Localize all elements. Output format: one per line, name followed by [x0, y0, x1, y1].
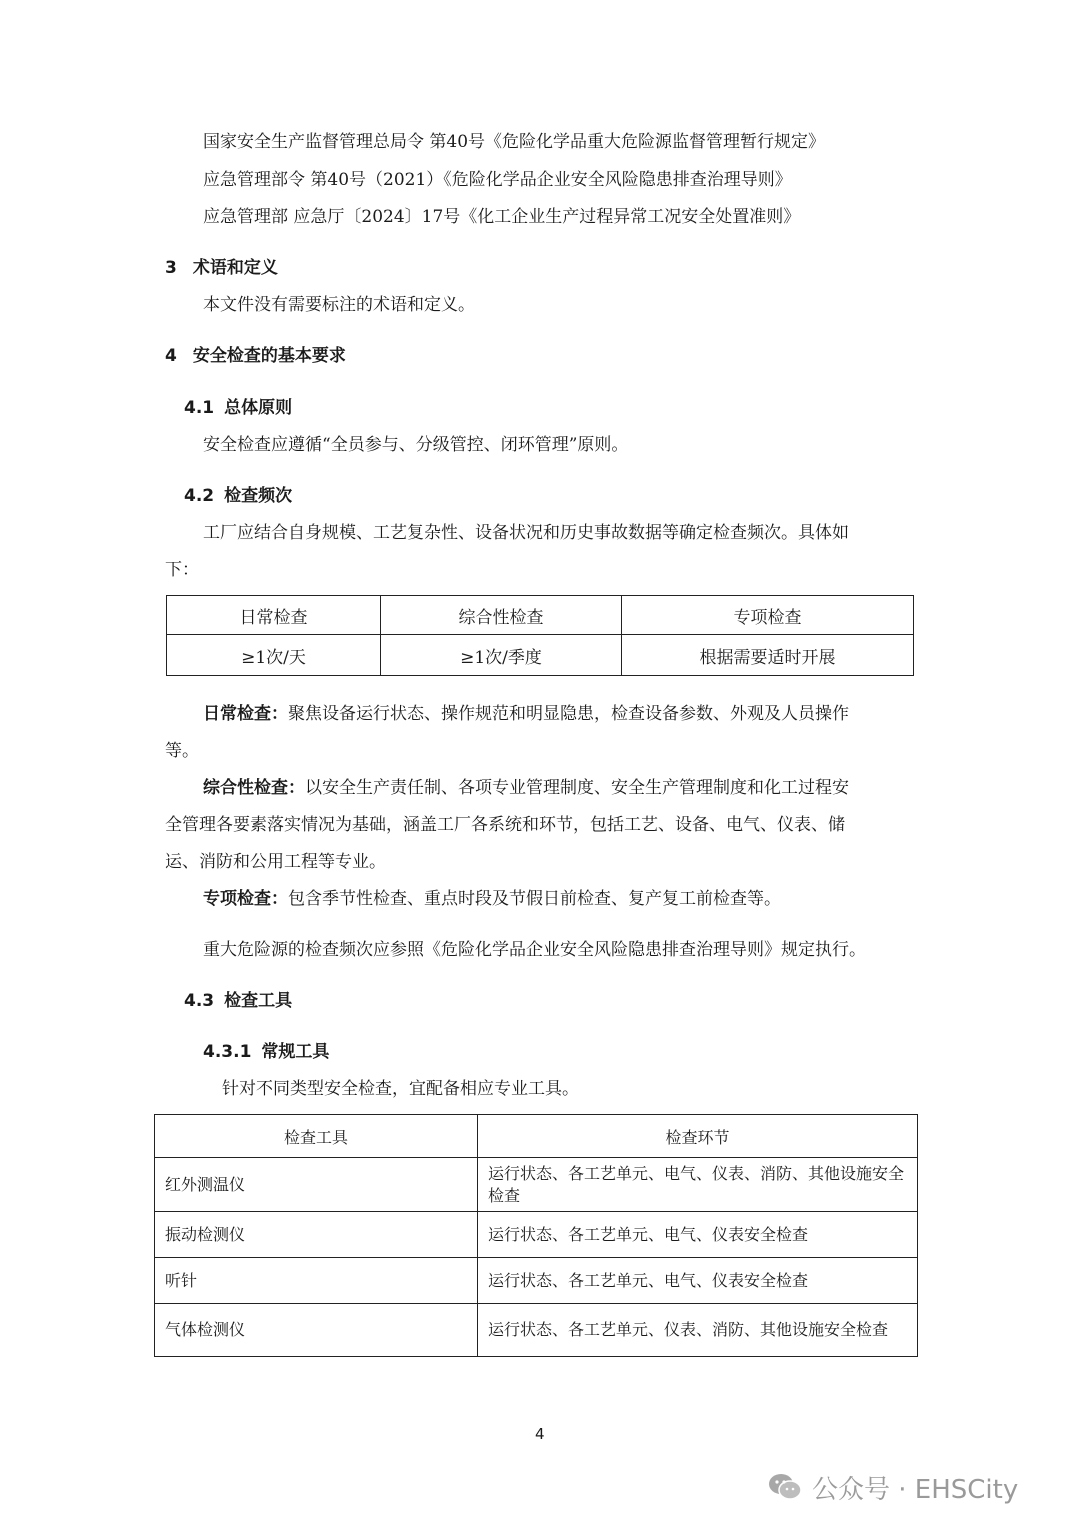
table-cell: 红外测温仪 [155, 1158, 478, 1212]
major-hazard-note: 重大危险源的检查频次应参照《危险化学品企业安全风险隐患排查治理导则》规定执行。 [203, 940, 866, 960]
section-number: 4.3.1 [203, 1042, 252, 1062]
special-inspection-line-1 [203, 891, 781, 908]
section-3-body: 本文件没有需要标注的术语和定义。 [203, 295, 475, 315]
section-title: 术语和定义 [192, 258, 278, 278]
reference-line-1: 国家安全生产监督管理总局令 第40号《危险化学品重大危险源监督管理暂行规定》 [203, 132, 826, 152]
daily-inspection-line-1 [203, 706, 849, 723]
table-cell: 气体检测仪 [155, 1304, 478, 1357]
reference-line-3: 应急管理部 应急厅〔2024〕17号《化工企业生产过程异常工况安全处置准则》 [203, 207, 801, 227]
page-number: 4 [535, 1425, 545, 1443]
term-label: 综合性检查： [203, 778, 305, 798]
section-4-3-1-body: 针对不同类型安全检查，宜配备相应专业工具。 [222, 1079, 579, 1099]
table-cell: 运行状态、各工艺单元、电气、仪表安全检查 [478, 1212, 918, 1258]
section-title: 检查工具 [224, 991, 293, 1011]
inspection-frequency-table [166, 595, 914, 676]
term-text: 以安全生产责任制、各项专业管理制度、安全生产管理制度和化工过程安 [305, 778, 849, 798]
table-cell: 运行状态、各工艺单元、电气、仪表、消防、其他设施安全检查 [478, 1158, 918, 1212]
section-4-1-heading [184, 400, 292, 417]
section-4-2-body-line-1: 工厂应结合自身规模、工艺复杂性、设备状况和历史事故数据等确定检查频次。具体如 [203, 523, 849, 543]
section-number: 4.3 [184, 991, 215, 1011]
inspection-tools-table [154, 1114, 918, 1357]
section-number: 4.2 [184, 486, 215, 506]
table-row [155, 1158, 918, 1212]
table-row [155, 1304, 918, 1357]
table-header-row [155, 1115, 918, 1158]
table-row [155, 1258, 918, 1304]
section-4-2-body-line-2: 下： [165, 560, 199, 580]
term-label: 日常检查： [203, 704, 288, 724]
table-cell: 根据需要适时开展 [622, 635, 914, 676]
term-label: 专项检查： [203, 889, 288, 909]
table-cell: 运行状态、各工艺单元、仪表、消防、其他设施安全检查 [478, 1304, 918, 1357]
comprehensive-inspection-line-2: 全管理各要素落实情况为基础，涵盖工厂各系统和环节，包括工艺、设备、电气、仪表、储 [165, 815, 845, 835]
watermark-text: 公众号 · EHSCity [812, 1474, 1019, 1505]
section-4-3-1-heading [203, 1044, 329, 1061]
section-title: 常规工具 [261, 1042, 330, 1062]
section-3-heading [165, 260, 278, 277]
section-4-heading [165, 348, 346, 365]
section-title: 总体原则 [224, 398, 293, 418]
reference-line-2: 应急管理部令 第40号（2021）《危险化学品企业安全风险隐患排查治理导则》 [203, 170, 792, 190]
table-cell: ≥1次/季度 [381, 635, 622, 676]
comprehensive-inspection-line-1 [203, 780, 849, 797]
table-cell: 运行状态、各工艺单元、电气、仪表安全检查 [478, 1258, 918, 1304]
table-header-cell: 专项检查 [622, 596, 914, 635]
table-header-row [167, 596, 914, 635]
section-4-1-body: 安全检查应遵循“全员参与、分级管控、闭环管理”原则。 [203, 435, 629, 455]
table-cell: ≥1次/天 [167, 635, 381, 676]
table-header-cell: 检查工具 [155, 1115, 478, 1158]
daily-inspection-line-2: 等。 [165, 741, 199, 761]
table-header-cell: 日常检查 [167, 596, 381, 635]
wechat-icon [768, 1472, 802, 1502]
term-text: 包含季节性检查、重点时段及节假日前检查、复产复工前检查等。 [288, 889, 781, 909]
table-header-cell: 检查环节 [478, 1115, 918, 1158]
table-row [167, 635, 914, 676]
section-number: 4.1 [184, 398, 215, 418]
section-4-2-heading [184, 488, 292, 505]
section-title: 安全检查的基本要求 [192, 346, 346, 366]
section-number: 3 [165, 258, 177, 278]
section-title: 检查频次 [224, 486, 293, 506]
term-text: 聚焦设备运行状态、操作规范和明显隐患，检查设备参数、外观及人员操作 [288, 704, 849, 724]
table-cell: 振动检测仪 [155, 1212, 478, 1258]
comprehensive-inspection-line-3: 运、消防和公用工程等专业。 [165, 852, 386, 872]
table-row [155, 1212, 918, 1258]
section-4-3-heading [184, 993, 292, 1010]
section-number: 4 [165, 346, 177, 366]
table-header-cell: 综合性检查 [381, 596, 622, 635]
watermark [768, 1470, 1018, 1504]
table-cell: 听针 [155, 1258, 478, 1304]
